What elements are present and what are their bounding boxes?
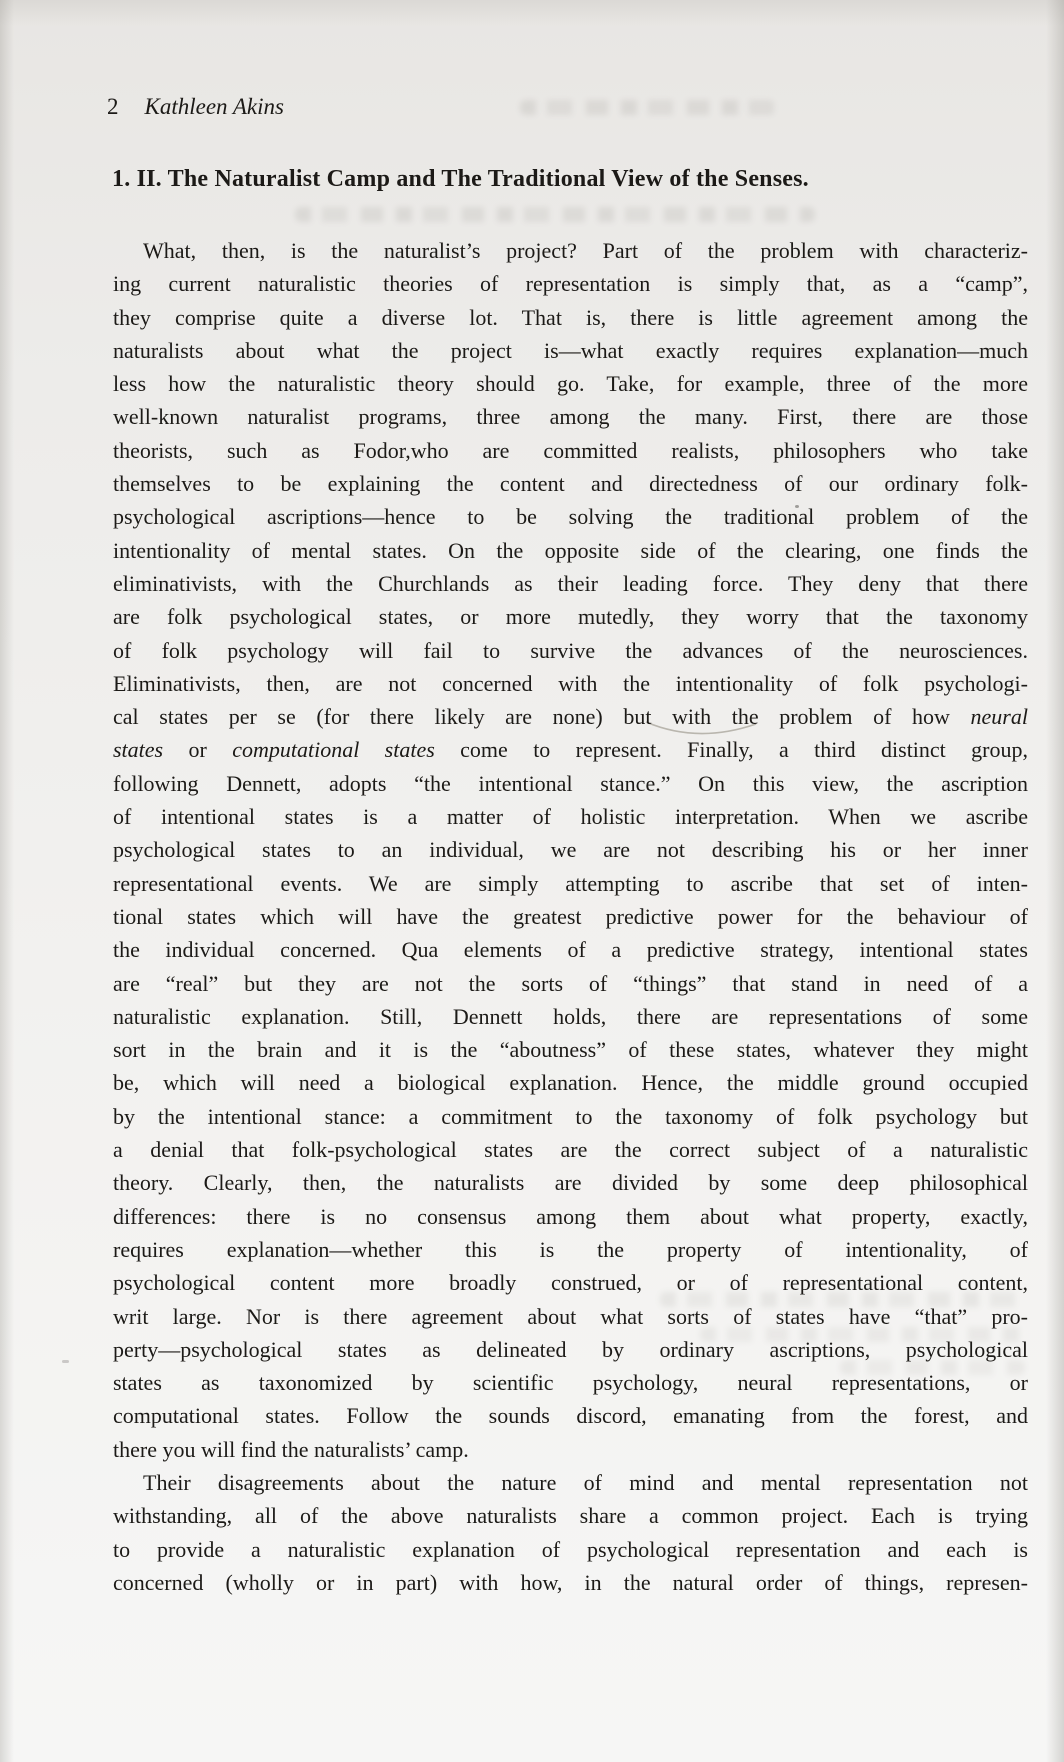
text-line: concerned (wholly or in part) with how, in the natural order of things, represen-	[113, 1569, 1028, 1595]
text-line: be, which will need a biological explanation. Hence, the middle ground occupied	[113, 1070, 1028, 1096]
text-line: Eliminativists, then, are not concerned with the intentionality of folk psychologi-	[113, 670, 1028, 696]
text-line: states or computational states come to represent. Finally, a third distinct group,	[113, 737, 1028, 763]
text-line: cal states per se (for there likely are none) but with the problem of how neural	[113, 704, 1028, 730]
text-line: computational states. Follow the sounds discord, emanating from the forest, and	[113, 1403, 1028, 1429]
scan-speck-artifact	[62, 1360, 69, 1363]
text-line: requires explanation—whether this is the property of intentionality, of	[113, 1236, 1028, 1262]
text-line: What, then, is the naturalist’s project? Part of the problem with characteriz-	[143, 238, 1028, 263]
text-line: following Dennett, adopts “the intentional stance.” On this view, the ascription	[113, 770, 1028, 796]
text-line: by the intentional stance: a commitment to the taxonomy of folk psychology but	[113, 1103, 1028, 1129]
text-line: are “real” but they are not the sorts of “things” that stand in need of a	[113, 970, 1028, 996]
text-line: theorists, such as Fodor,who are committed realists, philosophers who take	[113, 437, 1028, 463]
text-line: psychological states to an individual, we are not describing his or her inner	[113, 837, 1028, 863]
running-head-author: Kathleen Akins	[144, 94, 284, 119]
text-line: writ large. Nor is there agreement about what sorts of states have “that” pro-	[113, 1303, 1028, 1329]
text-line: they comprise quite a diverse lot. That is, there is little agreement among the	[113, 304, 1028, 330]
text-line: withstanding, all of the above naturalists share a common project. Each is trying	[113, 1503, 1028, 1529]
text-line: psychological content more broadly construed, or of representational content,	[113, 1270, 1028, 1296]
scan-edge-shading-top	[0, 0, 1064, 26]
text-line: are folk psychological states, or more mutedly, they worry that the taxonomy	[113, 604, 1028, 630]
text-line: themselves to be explaining the content and directedness of our ordinary folk-	[113, 471, 1028, 497]
page-number: 2	[107, 94, 119, 119]
text-line: there you will find the naturalists’ camp.	[113, 1436, 469, 1462]
text-line: naturalists about what the project is—what exactly requires explanation—much	[113, 337, 1028, 363]
text-line: theory. Clearly, then, the naturalists are divided by some deep philosophical	[113, 1170, 1028, 1196]
text-line: Their disagreements about the nature of mind and mental representation not	[143, 1469, 1028, 1495]
body-text	[113, 234, 1028, 1599]
text-line: eliminativists, with the Churchlands as their leading force. They deny that there	[113, 570, 1028, 596]
text-line: intentionality of mental states. On the opposite side of the clearing, one finds the	[113, 537, 1028, 563]
text-line: psychological ascriptions—hence to be solving the traditional problem of the	[113, 504, 1028, 530]
text-line: a denial that folk-psychological states are the correct subject of a naturalistic	[113, 1137, 1028, 1163]
text-line: perty—psychological states as delineated by ordinary ascriptions, psychological	[113, 1336, 1028, 1362]
text-line: of intentional states is a matter of holistic interpretation. When we ascribe	[113, 804, 1028, 830]
scan-edge-shading-left	[0, 0, 14, 1762]
text-line: well-known naturalist programs, three among the many. First, there are those	[113, 404, 1028, 430]
scan-edge-shading-right	[1046, 0, 1064, 1762]
text-line: the individual concerned. Qua elements of a predictive strategy, intentional states	[113, 937, 1028, 963]
text-line: ing current naturalistic theories of representation is simply that, as a “camp”,	[113, 271, 1028, 297]
text-line: to provide a naturalistic explanation of psychological representation and each is	[113, 1536, 1028, 1562]
text-line: representational events. We are simply attempting to ascribe that set of inten-	[113, 870, 1028, 896]
text-line: differences: there is no consensus among them about what property, exactly,	[113, 1203, 1028, 1229]
section-heading: 1. II. The Naturalist Camp and The Traditional View of the Senses.	[112, 166, 809, 192]
bleed-through-artifact	[295, 207, 815, 222]
text-line: less how the naturalistic theory should go. Take, for example, three of the more	[113, 371, 1028, 397]
text-line: tional states which will have the greatest predictive power for the behaviour of	[113, 903, 1028, 929]
bleed-through-artifact	[520, 100, 775, 115]
text-line: of folk psychology will fail to survive the advances of the neurosciences.	[113, 637, 1028, 663]
text-line: states as taxonomized by scientific psychology, neural representations, or	[113, 1370, 1028, 1396]
running-head	[107, 93, 284, 121]
text-line: naturalistic explanation. Still, Dennett holds, there are representations of some	[113, 1003, 1028, 1029]
text-line: sort in the brain and it is the “aboutness” of these states, whatever they might	[113, 1037, 1028, 1063]
